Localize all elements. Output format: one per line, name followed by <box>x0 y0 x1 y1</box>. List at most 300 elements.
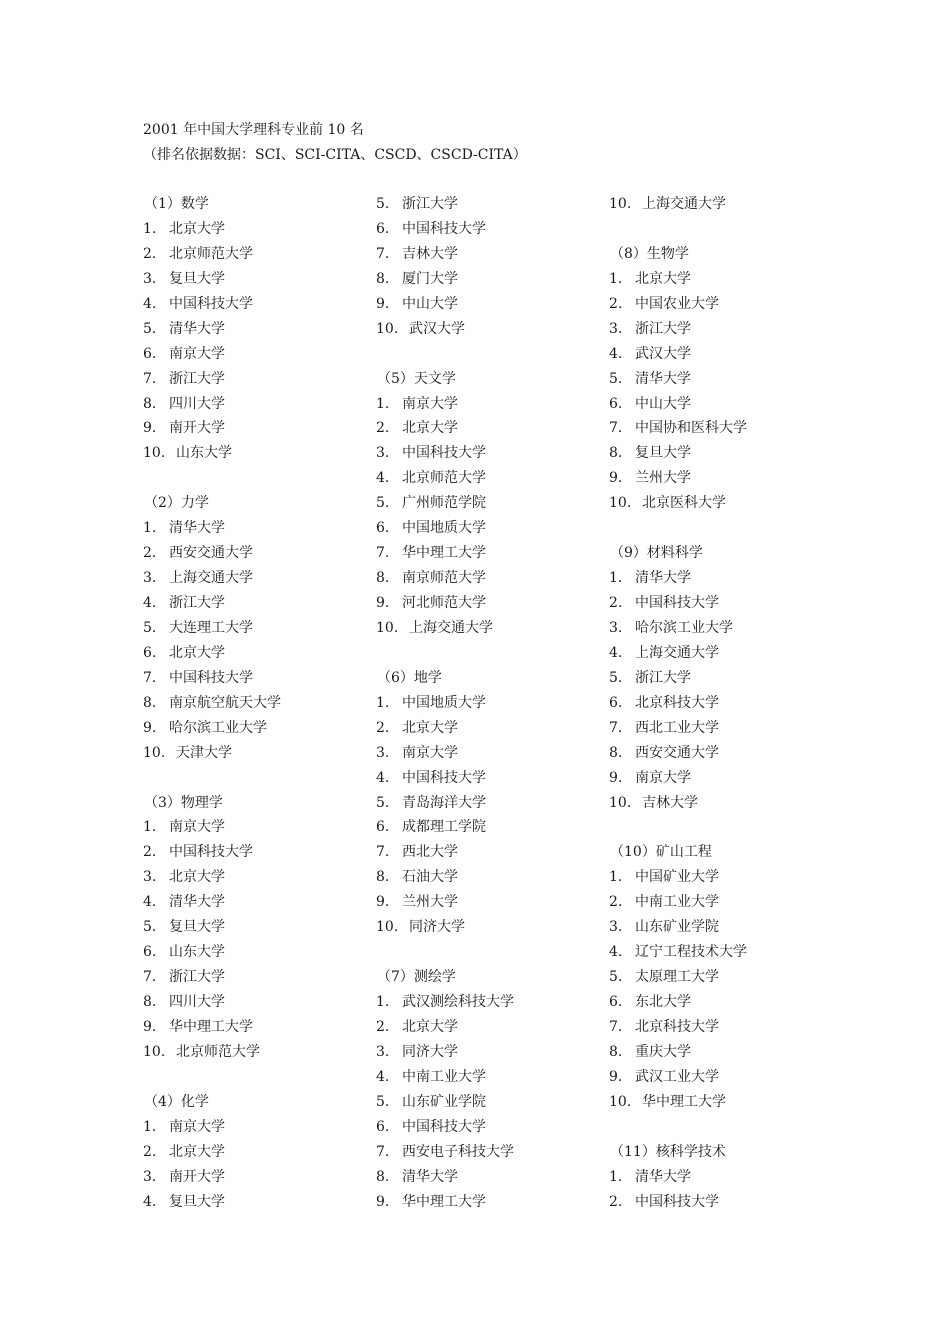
rank-number: 3. <box>376 1043 390 1060</box>
ranking-item <box>143 1140 368 1165</box>
rank-number: 1. <box>143 819 157 836</box>
ranking-item <box>609 990 834 1015</box>
rank-number: 10. <box>143 1043 166 1060</box>
page-title: 2001 年中国大学理科专业前 10 名 <box>143 122 364 138</box>
university-name: 北京大学 <box>169 644 225 661</box>
university-name: 东北大学 <box>635 994 691 1010</box>
rank-number: 10. <box>609 495 632 512</box>
ranking-item <box>609 292 834 317</box>
rank-number: 9. <box>376 1193 390 1210</box>
rank-number: 9. <box>143 1018 157 1035</box>
rank-number: 9. <box>609 769 623 786</box>
ranking-item <box>143 1165 368 1190</box>
rank-number: 1. <box>143 520 157 537</box>
rank-number: 7. <box>609 1018 623 1035</box>
ranking-item <box>609 766 834 791</box>
university-name: 中国矿业大学 <box>635 869 719 886</box>
ranking-item <box>143 267 368 292</box>
ranking-item <box>376 466 601 491</box>
university-name: 石油大学 <box>402 869 458 886</box>
rank-number: 4. <box>143 595 157 611</box>
university-name: 中国科技大学 <box>169 669 253 686</box>
ranking-item <box>376 1190 601 1215</box>
ranking-item <box>609 192 834 217</box>
rank-number: 7. <box>376 245 390 262</box>
rank-number: 2. <box>143 844 157 861</box>
university-name: 南京师范大学 <box>402 570 486 587</box>
university-name: 西北工业大学 <box>635 719 719 736</box>
rank-number: 7. <box>143 370 157 387</box>
rank-number: 2. <box>143 245 157 262</box>
university-name: 广州师范学院 <box>402 495 486 512</box>
ranking-item <box>609 317 834 342</box>
ranking-item <box>376 1040 601 1065</box>
university-name: 辽宁工程技术大学 <box>635 944 747 961</box>
university-name: 中山大学 <box>635 395 691 412</box>
ranking-item <box>376 1015 601 1040</box>
blank-line <box>609 516 834 541</box>
university-name: 南京大学 <box>169 1118 225 1135</box>
ranking-item <box>143 716 368 741</box>
rank-number: 3. <box>376 445 390 462</box>
university-name: 北京师范大学 <box>169 245 253 262</box>
ranking-item <box>376 192 601 217</box>
blank-line <box>143 1065 368 1090</box>
university-name: 中国农业大学 <box>635 295 719 312</box>
ranking-item <box>143 890 368 915</box>
ranking-item <box>376 1065 601 1090</box>
ranking-item <box>609 965 834 990</box>
blank-line <box>143 766 368 791</box>
university-name: 山东大学 <box>169 944 225 961</box>
ranking-item <box>143 990 368 1015</box>
rank-number: 3. <box>376 744 390 761</box>
university-name: 南开大学 <box>169 1168 225 1185</box>
university-name: 北京大学 <box>402 719 458 736</box>
university-name: 中山大学 <box>402 295 458 312</box>
ranking-item <box>376 815 601 840</box>
ranking-item <box>609 466 834 491</box>
university-name: 太原理工大学 <box>635 969 719 986</box>
university-name: 西安交通大学 <box>169 545 253 562</box>
rank-number: 7. <box>376 1143 390 1160</box>
university-name: 华中理工大学 <box>642 1093 726 1110</box>
blank-line <box>609 217 834 242</box>
rank-number: 4. <box>609 944 623 961</box>
university-name: 天津大学 <box>176 744 232 761</box>
ranking-item <box>376 791 601 816</box>
rank-number: 8. <box>376 270 390 287</box>
ranking-item <box>609 1015 834 1040</box>
rank-number: 2. <box>609 295 623 312</box>
rank-number: 5. <box>376 196 390 212</box>
rank-number: 4. <box>376 1068 390 1085</box>
rank-number: 10. <box>609 794 632 811</box>
ranking-item <box>143 242 368 267</box>
rank-number: 8. <box>609 744 623 761</box>
rank-number: 5. <box>143 619 157 636</box>
rank-number: 6. <box>609 694 623 711</box>
rank-number: 6. <box>609 395 623 412</box>
university-name: 复旦大学 <box>635 445 691 462</box>
rank-number: 8. <box>376 570 390 587</box>
rank-number: 7. <box>376 545 390 562</box>
rank-number: 6. <box>376 1118 390 1135</box>
ranking-item <box>143 940 368 965</box>
rank-number: 10. <box>609 196 632 212</box>
section-heading: （6）地学 <box>377 669 442 686</box>
section-heading: （2）力学 <box>144 495 209 512</box>
rank-number: 1. <box>609 270 623 287</box>
rank-number: 8. <box>376 869 390 886</box>
rank-number: 6. <box>376 220 390 237</box>
university-name: 西北大学 <box>402 844 458 861</box>
section-heading: （9）材料科学 <box>610 545 703 562</box>
university-name: 南京大学 <box>169 819 225 836</box>
ranking-item <box>143 741 368 766</box>
rank-number: 1. <box>609 1168 623 1185</box>
ranking-item <box>609 342 834 367</box>
university-name: 北京大学 <box>402 1018 458 1035</box>
ranking-item <box>609 392 834 417</box>
rank-number: 5. <box>609 370 623 387</box>
rank-number: 1. <box>376 694 390 711</box>
university-name: 北京医科大学 <box>642 495 726 512</box>
rank-number: 8. <box>143 694 157 711</box>
ranking-item <box>143 367 368 392</box>
ranking-item <box>609 441 834 466</box>
ranking-item <box>609 367 834 392</box>
rank-number: 1. <box>376 994 390 1010</box>
rank-number: 10. <box>143 744 166 761</box>
rank-number: 9. <box>376 595 390 611</box>
ranking-item <box>609 1040 834 1065</box>
university-name: 武汉测绘科技大学 <box>402 994 514 1010</box>
ranking-item <box>609 616 834 641</box>
ranking-item <box>609 915 834 940</box>
university-name: 复旦大学 <box>169 1193 225 1210</box>
rank-number: 4. <box>609 345 623 362</box>
rank-number: 2. <box>609 595 623 611</box>
ranking-item <box>143 865 368 890</box>
rank-number: 1. <box>376 395 390 412</box>
rank-number: 2. <box>376 719 390 736</box>
ranking-item <box>143 641 368 666</box>
university-name: 浙江大学 <box>635 669 691 686</box>
university-name: 中南工业大学 <box>402 1068 486 1085</box>
rank-number: 7. <box>376 844 390 861</box>
rank-number: 6. <box>143 944 157 961</box>
university-name: 武汉大学 <box>409 320 465 337</box>
rank-number: 4. <box>143 1193 157 1210</box>
ranking-item <box>143 1015 368 1040</box>
university-name: 中国地质大学 <box>402 694 486 711</box>
rank-number: 6. <box>609 994 623 1010</box>
university-name: 成都理工学院 <box>402 819 486 836</box>
rank-number: 2. <box>609 1193 623 1210</box>
university-name: 四川大学 <box>169 395 225 412</box>
university-name: 厦门大学 <box>402 270 458 287</box>
rank-number: 9. <box>609 470 623 487</box>
ranking-item <box>609 741 834 766</box>
ranking-item <box>143 317 368 342</box>
ranking-item <box>376 691 601 716</box>
university-name: 清华大学 <box>635 370 691 387</box>
university-name: 山东矿业学院 <box>402 1093 486 1110</box>
rank-number: 1. <box>143 1118 157 1135</box>
ranking-item <box>376 541 601 566</box>
university-name: 中南工业大学 <box>635 894 719 911</box>
university-name: 中国地质大学 <box>402 520 486 537</box>
rank-number: 6. <box>376 819 390 836</box>
ranking-item <box>609 491 834 516</box>
rank-number: 3. <box>143 270 157 287</box>
ranking-item <box>376 416 601 441</box>
university-name: 上海交通大学 <box>409 619 493 636</box>
ranking-item <box>376 441 601 466</box>
ranking-item <box>143 840 368 865</box>
ranking-item <box>376 766 601 791</box>
university-name: 武汉工业大学 <box>635 1068 719 1085</box>
university-name: 清华大学 <box>635 570 691 587</box>
university-name: 中国科技大学 <box>402 220 486 237</box>
rank-number: 7. <box>609 420 623 437</box>
university-name: 南京大学 <box>402 744 458 761</box>
rank-number: 4. <box>143 894 157 911</box>
rank-number: 4. <box>609 644 623 661</box>
university-name: 北京大学 <box>169 869 225 886</box>
ranking-item <box>376 292 601 317</box>
rank-number: 5. <box>143 320 157 337</box>
rank-number: 9. <box>609 1068 623 1085</box>
university-name: 浙江大学 <box>402 196 458 212</box>
ranking-item <box>143 566 368 591</box>
rank-number: 8. <box>143 395 157 412</box>
ranking-item <box>143 691 368 716</box>
rank-number: 8. <box>609 1043 623 1060</box>
rank-number: 5. <box>376 794 390 811</box>
section-heading: （10）矿山工程 <box>610 844 712 861</box>
section-heading: （7）测绘学 <box>377 969 456 986</box>
university-name: 哈尔滨工业大学 <box>635 619 733 636</box>
university-name: 河北师范大学 <box>402 595 486 611</box>
ranking-item <box>143 292 368 317</box>
university-name: 华中理工大学 <box>169 1018 253 1035</box>
ranking-item <box>376 516 601 541</box>
blank-line <box>376 940 601 965</box>
ranking-item <box>376 990 601 1015</box>
rank-number: 3. <box>143 1168 157 1185</box>
ranking-item <box>143 1190 368 1215</box>
university-name: 复旦大学 <box>169 919 225 936</box>
section-heading: （3）物理学 <box>144 794 223 811</box>
rank-number: 7. <box>143 969 157 986</box>
rank-number: 5. <box>609 669 623 686</box>
ranking-item <box>143 915 368 940</box>
university-name: 中国科技大学 <box>169 295 253 312</box>
rank-number: 2. <box>143 545 157 562</box>
ranking-item <box>143 516 368 541</box>
ranking-item <box>143 217 368 242</box>
university-name: 四川大学 <box>169 994 225 1010</box>
university-name: 吉林大学 <box>402 245 458 262</box>
ranking-item <box>143 591 368 616</box>
ranking-item <box>143 616 368 641</box>
rank-number: 6. <box>143 644 157 661</box>
rank-number: 2. <box>143 1143 157 1160</box>
ranking-item <box>609 791 834 816</box>
university-name: 西安电子科技大学 <box>402 1143 514 1160</box>
rank-number: 7. <box>609 719 623 736</box>
rank-number: 8. <box>609 445 623 462</box>
section-heading: （11）核科学技术 <box>610 1143 726 1160</box>
section-heading: （4）化学 <box>144 1093 209 1110</box>
university-name: 浙江大学 <box>169 595 225 611</box>
university-name: 北京大学 <box>402 420 458 437</box>
university-name: 南京大学 <box>169 345 225 362</box>
ranking-item <box>376 741 601 766</box>
rank-number: 9. <box>143 719 157 736</box>
ranking-item <box>609 1165 834 1190</box>
rank-number: 1. <box>143 220 157 237</box>
rank-number: 10. <box>376 320 399 337</box>
ranking-item <box>376 491 601 516</box>
rank-number: 10. <box>143 445 166 462</box>
ranking-item <box>143 441 368 466</box>
ranking-column-2 <box>376 192 601 1214</box>
page-subtitle: （排名依据数据：SCI、SCI-CITA、CSCD、CSCD-CITA） <box>143 147 527 163</box>
ranking-item <box>376 217 601 242</box>
rank-number: 10. <box>376 619 399 636</box>
rank-number: 2. <box>609 894 623 911</box>
section-heading: （8）生物学 <box>610 245 689 262</box>
rank-number: 2. <box>376 420 390 437</box>
rank-number: 8. <box>143 994 157 1010</box>
ranking-item <box>609 267 834 292</box>
ranking-item <box>376 616 601 641</box>
rank-number: 1. <box>609 869 623 886</box>
rank-number: 5. <box>376 495 390 512</box>
blank-line <box>609 815 834 840</box>
ranking-item <box>143 1115 368 1140</box>
university-name: 清华大学 <box>169 320 225 337</box>
university-name: 同济大学 <box>402 1043 458 1060</box>
section-heading: （1）数学 <box>144 196 209 212</box>
rank-number: 3. <box>143 869 157 886</box>
university-name: 北京科技大学 <box>635 1018 719 1035</box>
rank-number: 3. <box>143 570 157 587</box>
ranking-item <box>376 890 601 915</box>
rank-number: 5. <box>143 919 157 936</box>
university-name: 清华大学 <box>169 520 225 537</box>
ranking-item <box>143 965 368 990</box>
ranking-item <box>609 416 834 441</box>
rank-number: 3. <box>609 619 623 636</box>
university-name: 上海交通大学 <box>635 644 719 661</box>
rank-number: 9. <box>143 420 157 437</box>
university-name: 北京大学 <box>635 270 691 287</box>
university-name: 浙江大学 <box>169 370 225 387</box>
university-name: 北京师范大学 <box>402 470 486 487</box>
rank-number: 6. <box>376 520 390 537</box>
university-name: 清华大学 <box>402 1168 458 1185</box>
rank-number: 9. <box>376 295 390 312</box>
ranking-item <box>376 566 601 591</box>
university-name: 上海交通大学 <box>642 196 726 212</box>
ranking-item <box>376 317 601 342</box>
ranking-column-3 <box>609 192 834 1214</box>
rank-number: 10. <box>609 1093 632 1110</box>
ranking-item <box>376 1090 601 1115</box>
rank-number: 2. <box>376 1018 390 1035</box>
ranking-item <box>609 1190 834 1215</box>
rank-number: 10. <box>376 919 399 936</box>
ranking-item <box>609 1090 834 1115</box>
ranking-item <box>609 666 834 691</box>
university-name: 复旦大学 <box>169 270 225 287</box>
ranking-item <box>609 865 834 890</box>
rank-number: 3. <box>609 320 623 337</box>
university-name: 中国科技大学 <box>402 1118 486 1135</box>
university-name: 北京大学 <box>169 1143 225 1160</box>
university-name: 青岛海洋大学 <box>402 794 486 811</box>
university-name: 中国科技大学 <box>169 844 253 861</box>
ranking-item <box>609 641 834 666</box>
ranking-item <box>609 890 834 915</box>
rank-number: 1. <box>609 570 623 587</box>
ranking-item <box>143 392 368 417</box>
ranking-item <box>143 666 368 691</box>
ranking-column-1 <box>143 192 368 1214</box>
ranking-item <box>376 716 601 741</box>
university-name: 上海交通大学 <box>169 570 253 587</box>
blank-line <box>376 641 601 666</box>
university-name: 中国协和医科大学 <box>635 420 747 437</box>
blank-line <box>143 466 368 491</box>
university-name: 北京大学 <box>169 220 225 237</box>
university-name: 中国科技大学 <box>635 1193 719 1210</box>
ranking-item <box>376 865 601 890</box>
ranking-item <box>609 716 834 741</box>
university-name: 兰州大学 <box>402 894 458 911</box>
university-name: 浙江大学 <box>635 320 691 337</box>
rank-number: 5. <box>609 969 623 986</box>
ranking-item <box>376 1115 601 1140</box>
blank-line <box>609 1115 834 1140</box>
university-name: 清华大学 <box>635 1168 691 1185</box>
ranking-item <box>609 591 834 616</box>
ranking-item <box>609 691 834 716</box>
rank-number: 4. <box>376 769 390 786</box>
ranking-item <box>376 242 601 267</box>
section-heading: （5）天文学 <box>377 370 456 387</box>
ranking-item <box>376 840 601 865</box>
university-name: 兰州大学 <box>635 470 691 487</box>
rank-number: 9. <box>376 894 390 911</box>
rank-number: 7. <box>143 669 157 686</box>
ranking-item <box>609 1065 834 1090</box>
ranking-item <box>376 1140 601 1165</box>
rank-number: 6. <box>143 345 157 362</box>
university-name: 大连理工大学 <box>169 619 253 636</box>
university-name: 华中理工大学 <box>402 1193 486 1210</box>
rank-number: 4. <box>143 295 157 312</box>
ranking-item <box>143 416 368 441</box>
university-name: 哈尔滨工业大学 <box>169 719 267 736</box>
university-name: 清华大学 <box>169 894 225 911</box>
ranking-item <box>143 342 368 367</box>
ranking-item <box>143 541 368 566</box>
